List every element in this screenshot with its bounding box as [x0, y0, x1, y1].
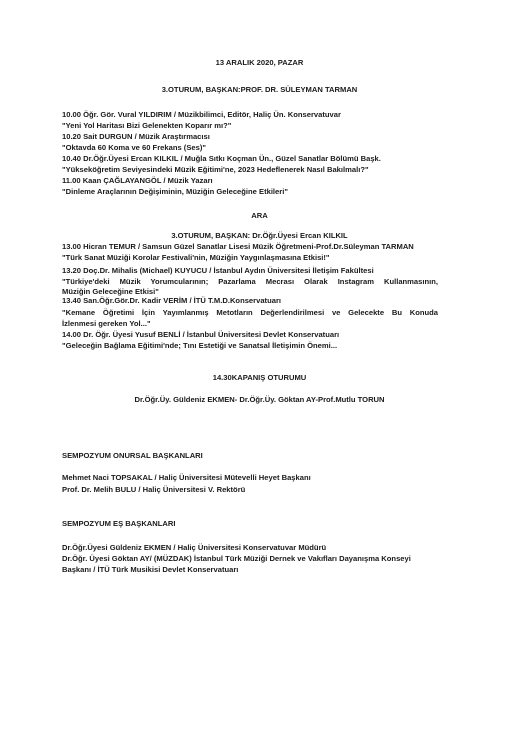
session-line: 13.40 San.Öğr.Gör.Dr. Kadir VERİM / İTÜ T.M.D.Konservatuarı: [62, 296, 282, 305]
session-line: 14.00 Dr. Öğr. Üyesi Yusuf BENLİ / İstanbul Üniversitesi Devlet Konservatuarı: [62, 330, 340, 339]
co-chair-line: Dr.Öğr.Üyesi Güldeniz EKMEN / Haliç Üniversitesi Konservatuvar Müdürü: [62, 543, 327, 552]
session-line: "Yükseköğretim Seviyesindeki Müzik Eğitimi'ne, 2023 Hedeflenerek Nasıl Bakılmalı?": [62, 165, 369, 174]
session-line: "Kemane Öğretimi İçin Yayımlanmış Metotların Değerlendirilmesi ve Gelecekte Bu Konuda: [62, 308, 438, 317]
session-line: Müziğin Geleceğine Etkisi": [62, 287, 159, 296]
program-date: 13 ARALIK 2020, PAZAR: [215, 58, 304, 67]
honorary-chair-line: Prof. Dr. Melih BULU / Haliç Üniversitesi V. Rektörü: [62, 485, 246, 494]
co-chair-line: Başkanı / İTÜ Türk Musikisi Devlet Konservatuarı: [62, 565, 239, 574]
co-chair-line: Dr.Öğr. Üyesi Göktan AY/ (MÜZDAK) İstanbul Türk Müziği Dernek ve Vakıfları Dayanışma Konseyi: [62, 554, 411, 563]
session-3b-title: 3.OTURUM, BAŞKAN: Dr.Öğr.Üyesi Ercan KILKIL: [171, 231, 348, 240]
session-line: İzlenmesi gereken Yol...": [62, 319, 151, 328]
session-line: "Türkiye'deki Müzik Yorumcularının; Pazarlama Mecrası Olarak Instagram Kullanmasının,: [62, 277, 438, 286]
session-line: "Geleceğin Bağlama Eğitimi'nde; Tını Estetiği ve Sanatsal İletişimin Önemi...: [62, 341, 338, 350]
session-line: 13.20 Doç.Dr. Mihalis (Michael) KUYUCU / İstanbul Aydın Üniversitesi İletişim Fakültesi: [62, 266, 374, 275]
session-line: 10.40 Dr.Öğr.Üyesi Ercan KILKIL / Muğla Sıtkı Koçman Ün., Güzel Sanatlar Bölümü Başk.: [62, 154, 381, 163]
session-line: "Yeni Yol Haritası Bizi Gelenekten Koparır mı?": [62, 121, 232, 130]
session-line: 13.00 Hicran TEMUR / Samsun Güzel Sanatlar Lisesi Müzik Öğretmeni-Prof.Dr.Süleyman TARMAN: [62, 242, 414, 251]
closing-session-title: 14.30KAPANIŞ OTURUMU: [212, 373, 307, 382]
session-line: 11.00 Kaan ÇAĞLAYANGÖL / Müzik Yazarı: [62, 176, 213, 185]
co-chairs-heading: SEMPOZYUM EŞ BAŞKANLARI: [62, 519, 176, 528]
session-line: 10.20 Sait DURGUN / Müzik Araştırmacısı: [62, 132, 210, 141]
closing-session-members: Dr.Öğr.Üy. Güldeniz EKMEN- Dr.Öğr.Üy. Göktan AY-Prof.Mutlu TORUN: [134, 395, 385, 404]
session-3-title: 3.OTURUM, BAŞKAN:PROF. DR. SÜLEYMAN TARMAN: [161, 85, 358, 94]
session-line: "Oktavda 60 Koma ve 60 Frekans (Ses)": [62, 143, 206, 152]
session-line: "Dinleme Araçlarının Değişiminin, Müziğin Geleceğine Etkileri": [62, 187, 288, 196]
honorary-chairs-heading: SEMPOZYUM ONURSAL BAŞKANLARI: [62, 451, 203, 460]
session-line: "Türk Sanat Müziği Korolar Festivali'nin, Müziğin Yaygınlaşmasına Etkisi!": [62, 253, 330, 262]
honorary-chair-line: Mehmet Naci TOPSAKAL / Haliç Üniversitesi Mütevelli Heyet Başkanı: [62, 473, 311, 482]
break-label: ARA: [251, 211, 268, 220]
session-line: 10.00 Öğr. Gör. Vural YILDIRIM / Müzikbilimci, Editör, Haliç Ün. Konservatuvar: [62, 110, 341, 119]
